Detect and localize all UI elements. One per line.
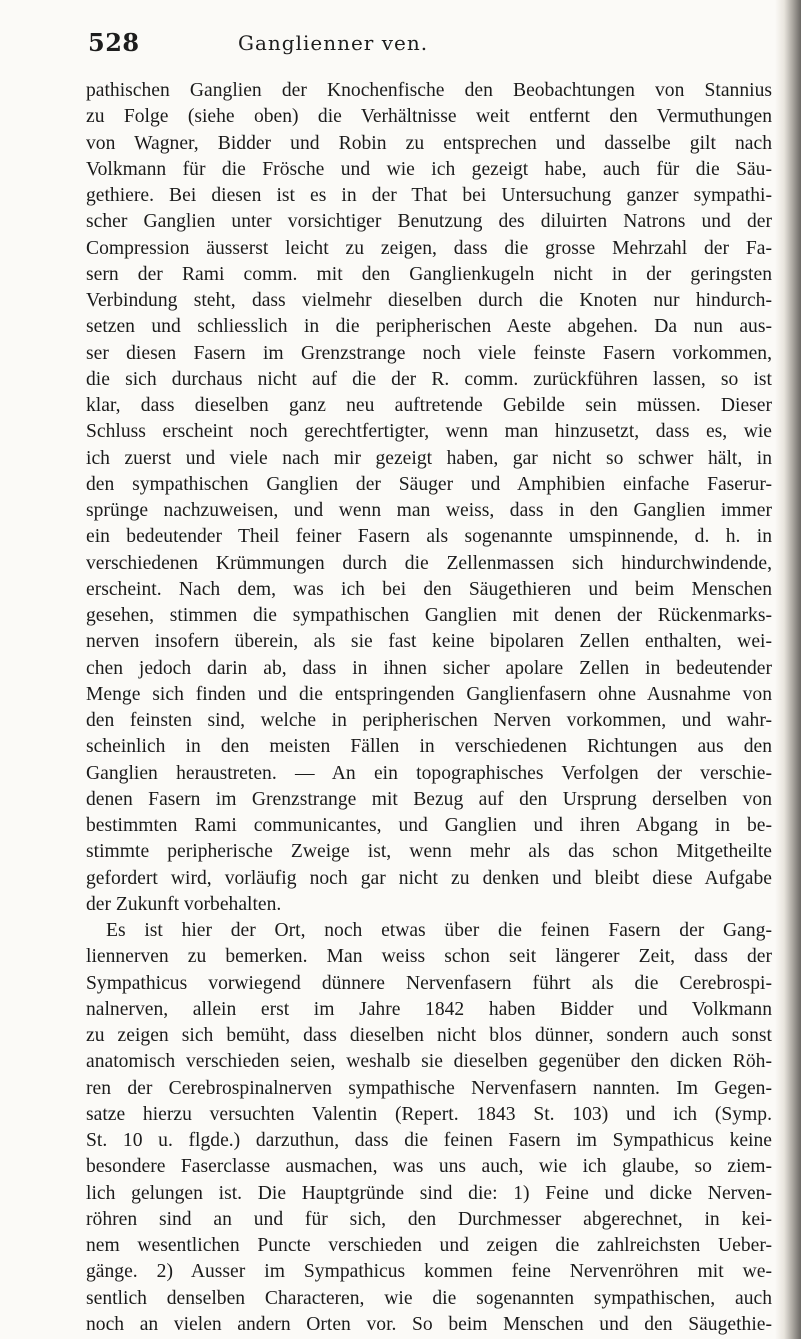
text-line: ich zuerst und viele nach mir gezeigt haben, gar nicht so schwer hält, in xyxy=(86,447,772,469)
text-line: noch an vielen andern Orten vor. So beim Menschen und den Säugethie- xyxy=(86,1313,772,1335)
text-line: klar, dass dieselben ganz neu auftretende Gebilde sein müssen. Dieser xyxy=(86,395,772,416)
text-line: nem wesentlichen Puncte verschieden und zeigen die zahlreichsten Ueber- xyxy=(86,1235,772,1256)
text-line: Ganglien heraustreten. — An ein topographisches Verfolgen der verschie- xyxy=(86,762,772,784)
text-line: den feinsten sind, welche in peripherischen Nerven vorkommen, und wahr- xyxy=(86,710,772,731)
text-line: den sympathischen Ganglien der Säuger und Amphibien einfache Faserur- xyxy=(86,473,772,495)
text-line: ser diesen Fasern im Grenzstrange noch viele feinste Fasern vorkommen, xyxy=(86,342,772,364)
text-line: erscheint. Nach dem, was ich bei den Säugethieren und beim Menschen xyxy=(86,578,772,600)
text-line: ein bedeutender Theil feiner Fasern als sogenannte umspinnende, d. h. in xyxy=(86,526,772,548)
text-line: sprünge nachzuweisen, und wenn man weiss, dass in den Ganglien immer xyxy=(86,500,772,521)
text-line: gefordert wird, vorläufig noch gar nicht zu denken und bleibt diese Aufgabe xyxy=(86,867,772,889)
text-line: die sich durchaus nicht auf die der R. comm. zurückführen lassen, so ist xyxy=(86,368,772,390)
text-line: sentlich denselben Characteren, wie die sogenannten sympathischen, auch xyxy=(86,1287,772,1309)
page-header xyxy=(88,28,778,62)
text-line: Compression äusserst leicht zu zeigen, dass die grosse Mehrzahl der Fa- xyxy=(86,237,772,259)
text-line: St. 10 u. flgde.) darzuthun, dass die feinen Fasern im Sympathicus keine xyxy=(86,1130,772,1151)
text-line: Menge sich finden und die entspringenden Ganglienfasern ohne Ausnahme von xyxy=(86,683,772,705)
text-line: Verbindung steht, dass vielmehr dieselben durch die Knoten nur hindurch- xyxy=(86,290,772,311)
text-line: sern der Rami comm. mit den Ganglienkugeln nicht in der geringsten xyxy=(86,263,772,285)
text-line: nerven insofern überein, als sie fast keine bipolaren Zellen enthalten, wei- xyxy=(86,631,772,653)
text-line: besondere Faserclasse ausmachen, was uns auch, wie ich glaube, so ziem- xyxy=(86,1156,772,1178)
text-line: setzen und schliesslich in die peripherischen Aeste abgehen. Da nun aus- xyxy=(86,316,772,338)
text-line: Schluss erscheint noch gerechtfertigter, wenn man hinzusetzt, dass es, wie xyxy=(86,421,772,443)
text-line: ren der Cerebrospinalnerven sympathische Nervenfasern nannten. Im Gegen- xyxy=(86,1077,772,1099)
text-line: scheinlich in den meisten Fällen in verschiedenen Richtungen aus den xyxy=(86,736,772,758)
running-title: Ganglienner ven. xyxy=(238,31,429,55)
text-line: der Zukunft vorbehalten. xyxy=(86,893,282,915)
text-line: gänge. 2) Ausser im Sympathicus kommen feine Nervenröhren mit we- xyxy=(86,1261,772,1283)
text-line: Volkmann für die Frösche und wie ich gezeigt habe, auch für die Säu- xyxy=(86,158,772,180)
text-line: satze hierzu versuchten Valentin (Repert. 1843 St. 103) und ich (Symp. xyxy=(86,1103,772,1125)
text-line: gesehen, stimmen die sympathischen Ganglien mit denen der Rückenmarks- xyxy=(86,605,772,626)
text-line: zu Folge (siehe oben) die Verhältnisse weit entfernt den Vermuthungen xyxy=(86,106,772,128)
text-line: lich gelungen ist. Die Hauptgründe sind die: 1) Feine und dicke Nerven- xyxy=(86,1182,772,1204)
text-line: pathischen Ganglien der Knochenfische den Beobachtungen von Stannius xyxy=(86,80,772,101)
body-text xyxy=(86,78,772,1338)
page-number: 528 xyxy=(88,28,140,57)
text-line: zu zeigen sich bemüht, dass dieselben nicht blos dünner, sondern auch sonst xyxy=(86,1025,772,1046)
text-line: nalnerven, allein erst im Jahre 1842 haben Bidder und Volkmann xyxy=(86,998,772,1020)
text-line: stimmte peripherische Zweige ist, wenn mehr als das schon Mitgetheilte xyxy=(86,841,772,863)
text-line: liennerven zu bemerken. Man weiss schon seit längerer Zeit, dass der xyxy=(86,946,772,968)
text-line: von Wagner, Bidder und Robin zu entsprechen und dasselbe gilt nach xyxy=(86,132,772,154)
text-line: chen jedoch darin ab, dass in ihnen sicher apolare Zellen in bedeutender xyxy=(86,657,772,679)
text-line: verschiedenen Krümmungen durch die Zellenmassen sich hindurchwindende, xyxy=(86,552,772,574)
text-line: Es ist hier der Ort, noch etwas über die feinen Fasern der Gang- xyxy=(106,920,772,941)
page-edge-shadow xyxy=(775,0,801,1339)
text-line: scher Ganglien unter vorsichtiger Benutzung des diluirten Natrons und der xyxy=(86,211,772,233)
text-line: gethiere. Bei diesen ist es in der That bei Untersuchung ganzer sympathi- xyxy=(86,185,772,206)
text-line: denen Fasern im Grenzstrange mit Bezug auf den Ursprung derselben von xyxy=(86,788,772,810)
text-line: anatomisch verschieden seien, weshalb sie dieselben gegenüber den dicken Röh- xyxy=(86,1051,772,1073)
text-line: Sympathicus vorwiegend dünnere Nervenfasern führt als die Cerebrospi- xyxy=(86,972,772,994)
text-line: röhren sind an und für sich, den Durchmesser abgerechnet, in kei- xyxy=(86,1208,772,1230)
text-line: bestimmten Rami communicantes, und Ganglien und ihren Abgang in be- xyxy=(86,815,772,836)
